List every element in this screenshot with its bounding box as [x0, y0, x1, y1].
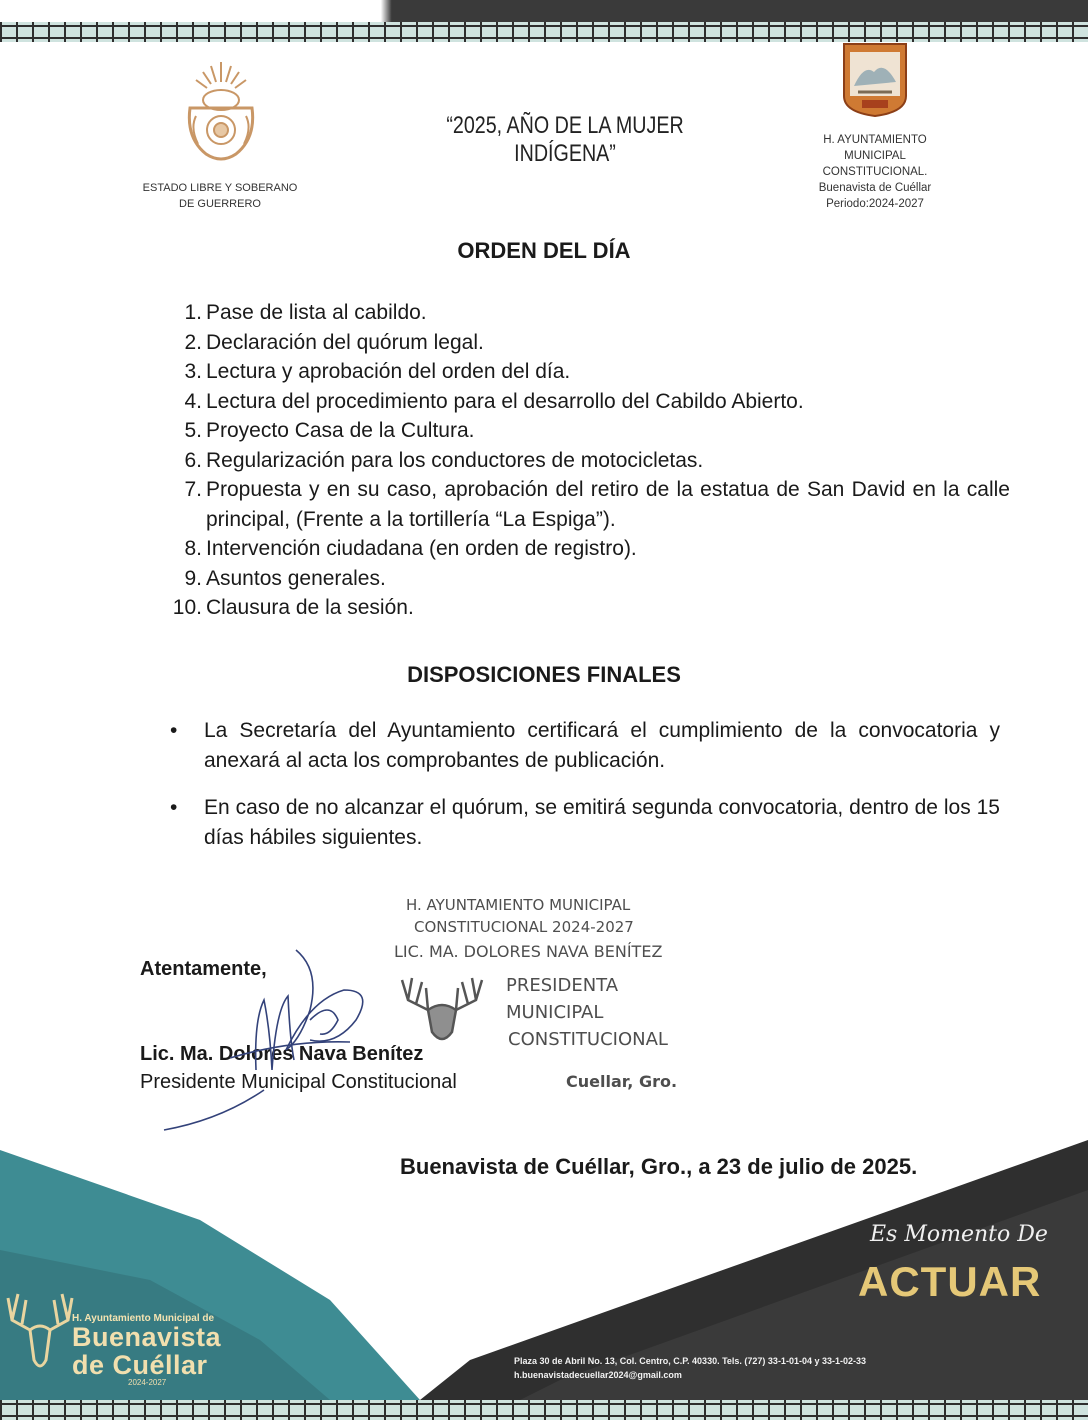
bullet-icon: • [170, 719, 178, 742]
brand-years: 2024-2027 [128, 1378, 167, 1387]
stamp-line-1: H. AYUNTAMIENTO MUNICIPAL [406, 896, 631, 914]
list-item: • En caso de no alcanzar el quórum, se emitirá segunda convocatoria, dentro de los 15 días hábiles siguientes. [170, 793, 1000, 852]
list-item: 9. Asuntos generales. [184, 566, 386, 590]
list-item: 3. Lectura y aprobación del orden del día. [184, 360, 571, 383]
list-item: 7. Propuesta y en su caso, aprobación del retiro de la estatua de San David en la calle principal, (Frente a la tortillería “La Espiga”). [184, 478, 1010, 531]
closing-text: Atentamente, [140, 958, 267, 980]
date-line: Buenavista de Cuéllar, Gro., a 23 de julio de 2025. [400, 1154, 918, 1179]
list-item: 2. Declaración del quórum legal. [184, 330, 484, 354]
footer-email: h.buenavistadecuellar2024@gmail.com [514, 1370, 682, 1380]
bottom-greek-fret-border [0, 1400, 1088, 1420]
guerrero-coat-of-arms-icon [176, 58, 266, 168]
stamp-place: Cuellar, Gro. [566, 1072, 678, 1091]
list-item: 5. Proyecto Casa de la Cultura. [184, 419, 475, 442]
signature-scribble [160, 940, 420, 1140]
signer-role: Presidente Municipal Constitucional [140, 1071, 457, 1093]
stamp-role-2: MUNICIPAL [506, 1002, 604, 1023]
actuar-slogan-script: Es Momento De [870, 1222, 1048, 1247]
top-greek-fret-border [0, 22, 1088, 42]
list-item: 4. Lectura del procedimiento para el desarrollo del Cabildo Abierto. [184, 389, 804, 413]
stamp-role-3: CONSTITUCIONAL [508, 1029, 668, 1050]
final-provisions-list [170, 716, 1000, 870]
footer-contact [514, 1354, 866, 1382]
list-item: • La Secretaría del Ayuntamiento certificará el cumplimiento de la convocatoria y anexará al acta los comprobantes de publicación. [170, 716, 1000, 775]
stamp-line-2: CONSTITUCIONAL 2024-2027 [414, 918, 634, 936]
municipality-caption: H. AYUNTAMIENTO MUNICIPAL CONSTITUCIONAL. Buenavista de Cuéllar Periodo:2024-2027 [818, 134, 932, 210]
signer-name: Lic. Ma. Dolores Nava Benítez [140, 1043, 424, 1065]
footer-address: Plaza 30 de Abril No. 13, Col. Centro, C.P. 40330. Tels. (727) 33-1-01-04 y 33-1-02-33 [514, 1356, 866, 1366]
list-item: 1. Pase de lista al cabildo. [184, 301, 427, 324]
list-item: 10. Clausura de la sesión. [172, 596, 414, 619]
agenda-title: ORDEN DEL DÍA [457, 238, 631, 263]
deer-logo-icon [4, 1280, 76, 1390]
state-caption: ESTADO LIBRE Y SOBERANO DE GUERRERO [142, 182, 298, 210]
stamp-line-3: LIC. MA. DOLORES NAVA BENÍTEZ [394, 942, 663, 961]
stamp-role-1: PRESIDENTA [506, 975, 619, 996]
bullet-icon: • [170, 796, 178, 819]
municipal-seal-icon [840, 42, 910, 118]
agenda-list [160, 298, 1010, 623]
header-slogan: “2025, AÑO DE LA MUJER INDÍGENA” [446, 112, 684, 167]
final-provisions-title: DISPOSICIONES FINALES [407, 662, 681, 687]
brand-line-1: Buenavista [72, 1322, 222, 1352]
top-dark-band [0, 0, 1088, 22]
actuar-slogan-word: ACTUAR [858, 1258, 1042, 1305]
list-item: 6. Regularización para los conductores de motocicletas. [184, 448, 704, 472]
brand-caption: H. Ayuntamiento Municipal de [72, 1313, 215, 1324]
brand-line-2: de Cuéllar [72, 1350, 208, 1380]
list-item: 8. Intervención ciudadana (en orden de registro). [184, 537, 637, 560]
